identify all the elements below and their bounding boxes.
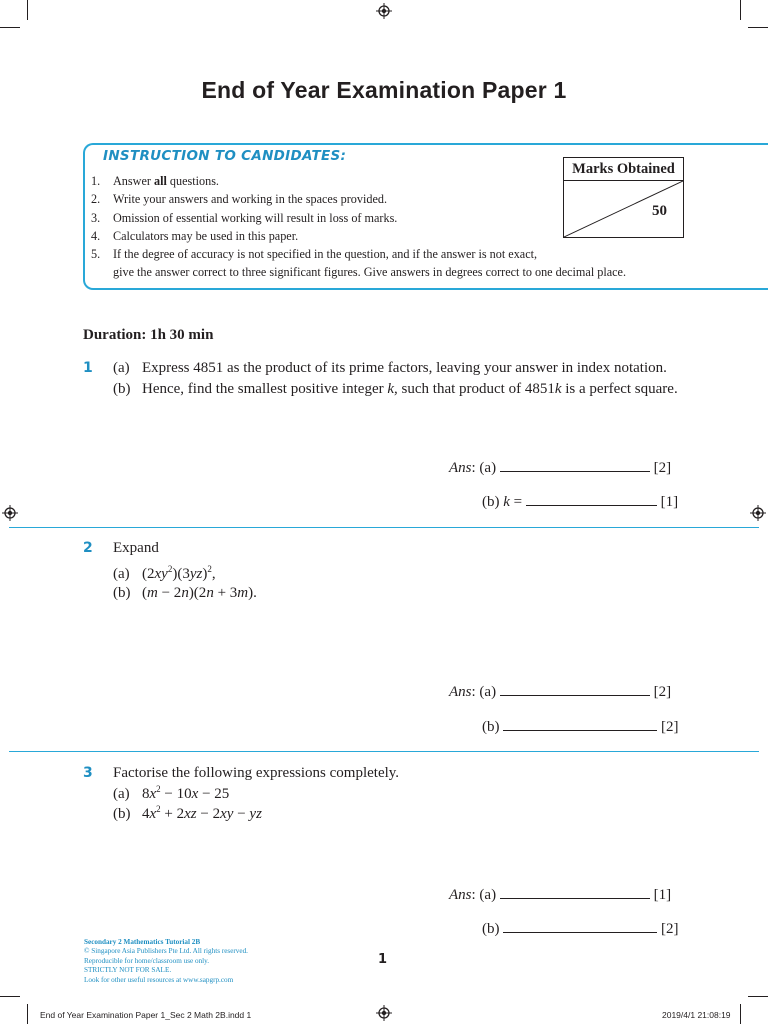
crop-mark bbox=[748, 996, 768, 997]
section-divider bbox=[9, 527, 759, 528]
question-2a: (a) $(2xy^2)(3yz)^2$, bbox=[113, 564, 216, 582]
question-1b: (b) Hence, find the smallest positive integer k, such that product of 4851k is a perfect square. bbox=[113, 381, 678, 397]
registration-mark-icon bbox=[376, 3, 392, 19]
answer-line-2b[interactable]: (b) [2] bbox=[482, 719, 679, 735]
page-number: 1 bbox=[378, 952, 388, 967]
instruction-item: 5. If the degree of accuracy is not specified in the question, and if the answer is not exact, bbox=[91, 247, 538, 262]
crop-mark bbox=[0, 996, 20, 997]
answer-line-3a[interactable]: Ans: (a) [1] bbox=[449, 887, 672, 903]
crop-mark bbox=[740, 1004, 741, 1024]
registration-mark-icon bbox=[750, 505, 766, 521]
marks-obtained-box bbox=[563, 157, 684, 238]
slug-filename: End of Year Examination Paper 1_Sec 2 Math 2B.indd 1 bbox=[40, 1010, 252, 1020]
question-3a: (a) $8x^2 - 10x - 25$ bbox=[113, 784, 230, 802]
answer-line-1a[interactable]: Ans: (a) [2] bbox=[449, 460, 672, 476]
instruction-item: 4. Calculators may be used in this paper. bbox=[91, 228, 299, 243]
instruction-item: 1. Answer all questions. bbox=[91, 174, 219, 188]
answer-line-1b[interactable]: (b) k = [1] bbox=[482, 494, 679, 510]
marks-total: 50 bbox=[652, 203, 667, 219]
instruction-item: 3. Omission of essential working will result in loss of marks. bbox=[91, 210, 398, 225]
question-2b: (b) (m − 2n)(2n + 3m). bbox=[113, 585, 257, 601]
instructions-heading: INSTRUCTION TO CANDIDATES: bbox=[103, 148, 347, 164]
question-1a: (a) Express 4851 as the product of its prime factors, leaving your answer in index notation. bbox=[113, 360, 667, 376]
crop-mark bbox=[27, 0, 28, 20]
question-number: 1 bbox=[83, 360, 93, 376]
question-3b: (b) $4x^2 + 2xz - 2xy$ − yz bbox=[113, 804, 262, 822]
registration-mark-icon bbox=[376, 1005, 392, 1021]
registration-mark-icon bbox=[2, 505, 18, 521]
instructions-list bbox=[91, 172, 626, 282]
slug-timestamp: 2019/4/1 21:08:19 bbox=[662, 1010, 731, 1020]
crop-mark bbox=[27, 1004, 28, 1024]
publisher-footer: Secondary 2 Mathematics Tutorial 2B © Singapore Asia Publishers Pte Ltd. All rights reserved. Reproducible for home/classroom use only. STRICTLY NOT FOR SALE. Look for other useful resources at www.sapgrp.com bbox=[84, 938, 248, 984]
crop-mark bbox=[740, 0, 741, 20]
instruction-item: 2. Write your answers and working in the spaces provided. bbox=[91, 192, 387, 207]
question-number: 2 bbox=[83, 540, 93, 556]
crop-mark bbox=[0, 27, 20, 28]
marks-obtained-label: Marks Obtained bbox=[564, 158, 683, 181]
question-2-stem: Expand bbox=[113, 540, 159, 556]
question-number: 3 bbox=[83, 765, 93, 781]
page-title: End of Year Examination Paper 1 bbox=[201, 77, 567, 103]
answer-line-3b[interactable]: (b) [2] bbox=[482, 921, 679, 937]
question-3-stem: Factorise the following expressions completely. bbox=[113, 765, 400, 781]
answer-line-2a[interactable]: Ans: (a) [2] bbox=[449, 684, 672, 700]
section-divider bbox=[9, 751, 759, 752]
instruction-item-continued: give the answer correct to three significant figures. Give answers in degrees correct to one decimal place. bbox=[113, 265, 627, 280]
duration: Duration: 1h 30 min bbox=[83, 327, 214, 343]
crop-mark bbox=[748, 27, 768, 28]
